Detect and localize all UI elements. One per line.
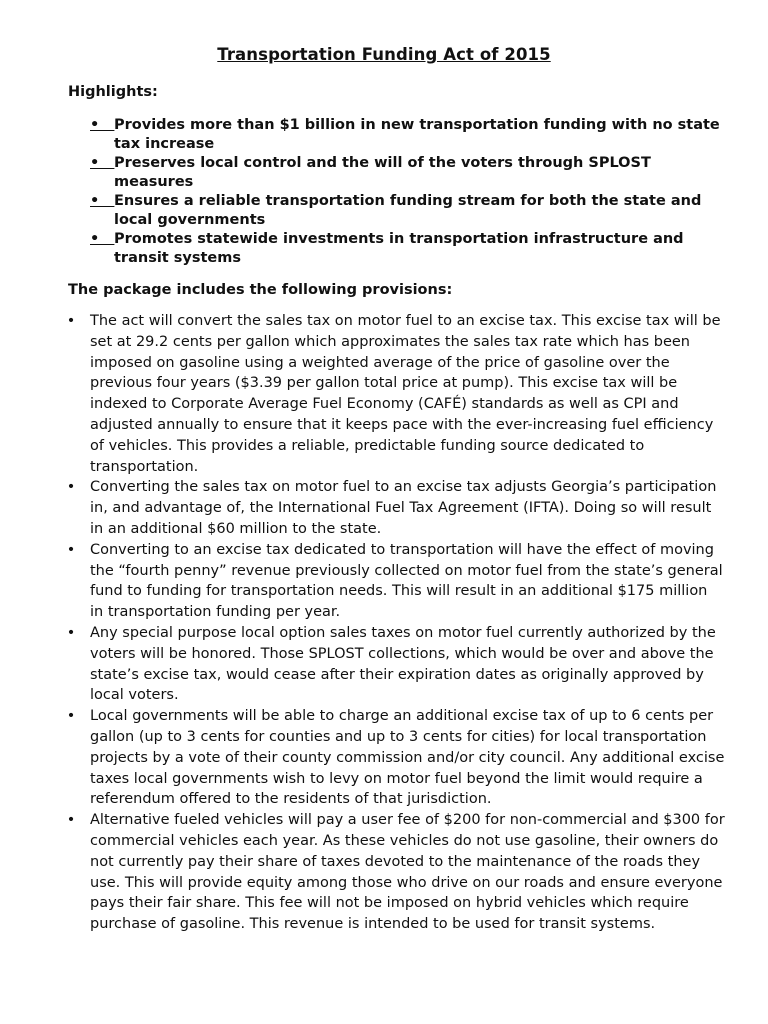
provision-item [65, 311, 725, 477]
bullet-icon [65, 477, 77, 498]
provision-text: Any special purpose local option sales taxes on motor fuel currently authorized by the voters will be honored. Those SPLOST collections, which would be over and above the state’s excise tax, would cease after their expiration dates as originally approved by local voters. [90, 624, 716, 704]
provision-text: Local governments will be able to charge an additional excise tax of up to 6 cents per gallon (up to 3 cents for counties and up to 3 cents for cities) for local transportation projects by a vote of their county commission and/or city council. Any additional excise taxes local governments wish to levy on motor fuel beyond the limit would require a referendum offered to the residents of that jurisdiction. [90, 708, 725, 808]
provision-item [65, 706, 725, 810]
provision-text: Alternative fueled vehicles will pay a user fee of $200 for non-commercial and $300 for commercial vehicles each year. As these vehicles do not use gasoline, their owners do not currently pay their share of taxes devoted to the maintenance of the roads they use. This will provide equity among those who drive on our roads and ensure everyone pays their fair share. This fee will not be imposed on hybrid vehicles which require purchase of gasoline. This revenue is intended to be used for transit systems. [90, 812, 725, 933]
bullet-icon [90, 154, 112, 173]
highlight-text: Ensures a reliable transportation funding stream for both the state and local governments [114, 193, 702, 228]
provisions-heading: The package includes the following provisions: [68, 282, 453, 298]
bullet-icon [65, 706, 77, 727]
provision-item [65, 810, 725, 935]
highlight-item [90, 192, 730, 230]
highlights-heading: Highlights: [68, 84, 158, 100]
bullet-icon [90, 116, 112, 135]
highlights-list [90, 116, 730, 268]
document-title: Transportation Funding Act of 2015 [217, 45, 551, 64]
provisions-list [65, 311, 725, 935]
bullet-icon [65, 623, 77, 644]
highlight-text: Promotes statewide investments in transportation infrastructure and transit systems [114, 231, 684, 266]
provision-item [65, 540, 725, 623]
bullet-icon [90, 230, 112, 249]
highlight-item [90, 154, 730, 192]
provision-text: The act will convert the sales tax on motor fuel to an excise tax. This excise tax will be set at 29.2 cents per gallon which approximates the sales tax rate which has been imposed on gasoline using a weighted average of the price of gasoline over the previous four years ($3.39 per gallon total price at pump). This excise tax will be indexed to Corporate Average Fuel Economy (CAFÉ) standards as well as CPI and adjusted annually to ensure that it keeps pace with the ever-increasing fuel efficiency of vehicles. This provides a reliable, predictable funding source dedicated to transportation. [90, 313, 721, 475]
provision-item [65, 623, 725, 706]
highlight-item [90, 116, 730, 154]
provision-text: Converting the sales tax on motor fuel to an excise tax adjusts Georgia’s participation in, and advantage of, the International Fuel Tax Agreement (IFTA). Doing so will result in an additional $60 million to the state. [90, 479, 717, 537]
provision-text: Converting to an excise tax dedicated to transportation will have the effect of moving the “fourth penny” revenue previously collected on motor fuel from the state’s general fund to funding for transportation needs. This will result in an additional $175 million in transportation funding per year. [90, 541, 723, 621]
bullet-icon [65, 311, 77, 332]
bullet-icon [65, 810, 77, 831]
highlight-text: Provides more than $1 billion in new transportation funding with no state tax increase [114, 117, 720, 152]
highlight-text: Preserves local control and the will of the voters through SPLOST measures [114, 155, 651, 190]
provision-item [65, 477, 725, 539]
bullet-icon [90, 192, 112, 211]
highlight-item [90, 230, 730, 268]
bullet-icon [65, 540, 77, 561]
